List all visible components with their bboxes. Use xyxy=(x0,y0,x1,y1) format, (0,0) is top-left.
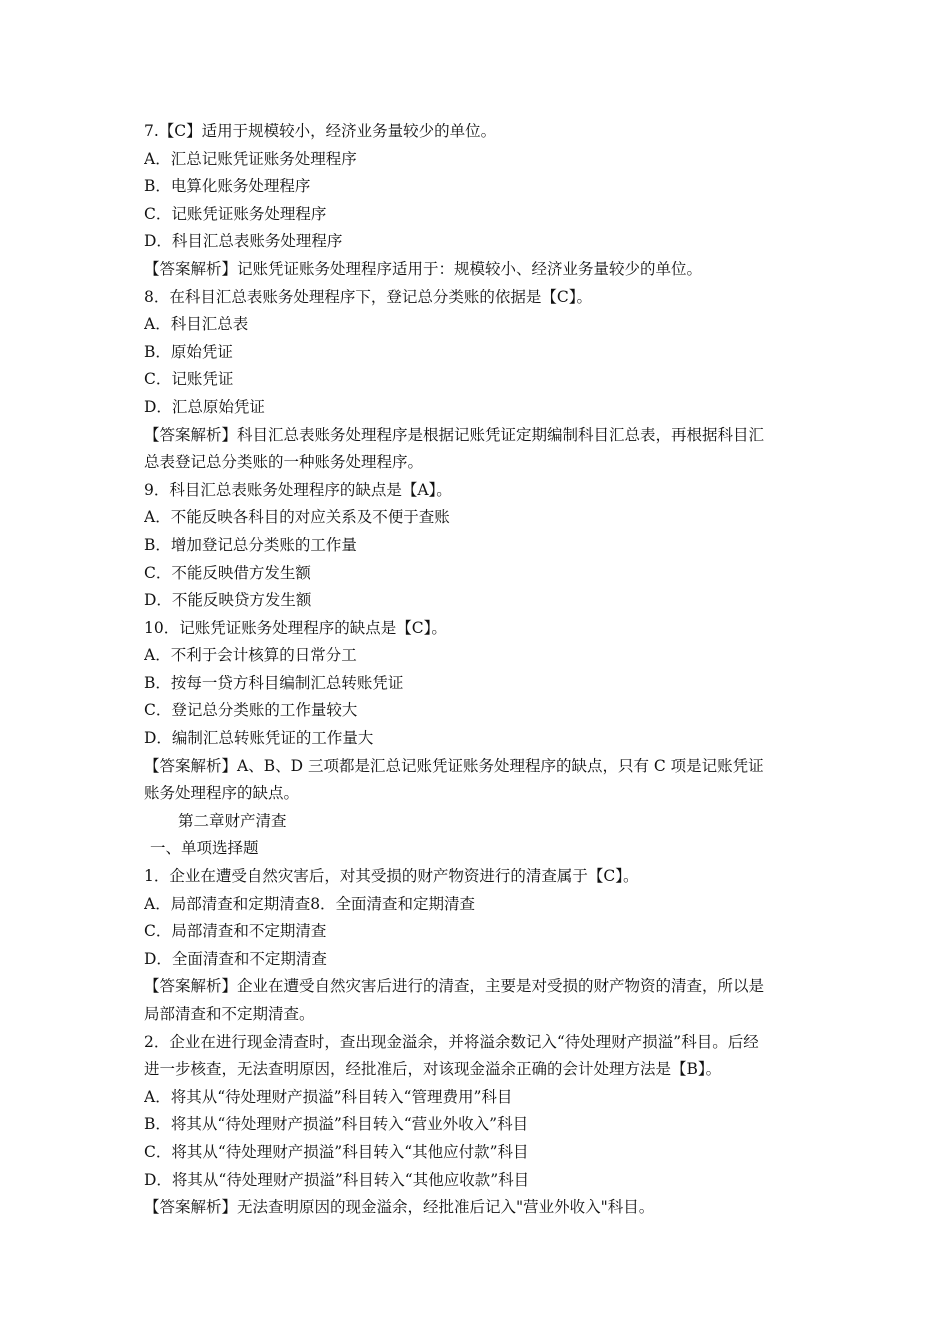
option-d: D．编制汇总转账凭证的工作量大 xyxy=(144,729,374,748)
answer-explanation: 【答案解析】A、B、D 三项都是汇总记账凭证账务处理程序的缺点，只有 C 项是记账凭证 xyxy=(144,756,764,775)
option-d: D．汇总原始凭证 xyxy=(144,397,265,416)
question-1: 1．企业在遭受自然灾害后，对其受损的财产物资进行的清查属于【C】。 xyxy=(144,867,639,886)
question-8: 8．在科目汇总表账务处理程序下，登记总分类账的依据是【C】。 xyxy=(144,287,592,306)
question-7: 7.【C】适用于规模较小，经济业务量较少的单位。 xyxy=(144,122,497,140)
option-a: A．不利于会计核算的日常分工 xyxy=(144,646,357,665)
option-c: C．记账凭证 xyxy=(144,370,234,389)
answer-explanation: 【答案解析】记账凭证账务处理程序适用于：规模较小、经济业务量较少的单位。 xyxy=(144,259,703,278)
section-heading: 一、单项选择题 xyxy=(150,839,259,858)
option-b: B．按每一贷方科目编制汇总转账凭证 xyxy=(144,673,404,692)
option-a: A．不能反映各科目的对应关系及不便于查账 xyxy=(144,508,450,527)
document-page xyxy=(144,118,810,1222)
question-10: 10．记账凭证账务处理程序的缺点是【C】。 xyxy=(144,618,447,637)
option-b: B．电算化账务处理程序 xyxy=(144,177,311,196)
option-c: C．局部清查和不定期清查 xyxy=(144,922,327,941)
answer-explanation-cont: 局部清查和不定期清查。 xyxy=(144,1005,315,1023)
question-2: 2．企业在进行现金清查时，查出现金溢余，并将溢余数记入“待处理财产损溢”科目。后经 xyxy=(144,1032,759,1051)
answer-explanation: 【答案解析】科目汇总表账务处理程序是根据记账凭证定期编制科目汇总表，再根据科目汇 xyxy=(144,425,765,444)
option-d: D．不能反映贷方发生额 xyxy=(144,591,312,610)
option-d: D．全面清查和不定期清查 xyxy=(144,949,327,968)
option-c: C．记账凭证账务处理程序 xyxy=(144,204,327,223)
option-d: D．科目汇总表账务处理程序 xyxy=(144,232,343,251)
answer-explanation-cont: 账务处理程序的缺点。 xyxy=(144,784,300,803)
option-b: B．增加登记总分类账的工作量 xyxy=(144,535,357,554)
option-b: B．将其从“待处理财产损溢”科目转入“营业外收入”科目 xyxy=(144,1115,529,1134)
question-2-cont: 进一步核查，无法查明原因，经批准后，对该现金溢余正确的会计处理方法是【B】。 xyxy=(144,1060,722,1079)
answer-explanation: 【答案解析】企业在遭受自然灾害后进行的清查，主要是对受损的财产物资的清查，所以是 xyxy=(144,977,765,996)
option-c: C．不能反映借方发生额 xyxy=(144,563,311,582)
option-a: A．科目汇总表 xyxy=(144,315,249,334)
answer-explanation: 【答案解析】无法查明原因的现金溢余，经批准后记入"营业外收入"科目。 xyxy=(144,1198,655,1217)
option-c: C．将其从“待处理财产损溢”科目转入“其他应付款”科目 xyxy=(144,1142,529,1161)
option-a: A．将其从“待处理财产损溢”科目转入“管理费用”科目 xyxy=(144,1087,513,1106)
option-d: D．将其从“待处理财产损溢”科目转入“其他应收款”科目 xyxy=(144,1170,530,1189)
option-b: B．原始凭证 xyxy=(144,342,233,361)
question-9: 9．科目汇总表账务处理程序的缺点是【A】。 xyxy=(144,480,452,499)
chapter-heading: 第二章财产清查 xyxy=(178,811,287,830)
option-c: C．登记总分类账的工作量较大 xyxy=(144,701,358,720)
option-a: A．局部清查和定期清查8．全面清查和定期清查 xyxy=(144,894,476,913)
option-a: A．汇总记账凭证账务处理程序 xyxy=(144,149,357,168)
answer-explanation-cont: 总表登记总分类账的一种账务处理程序。 xyxy=(144,453,424,472)
